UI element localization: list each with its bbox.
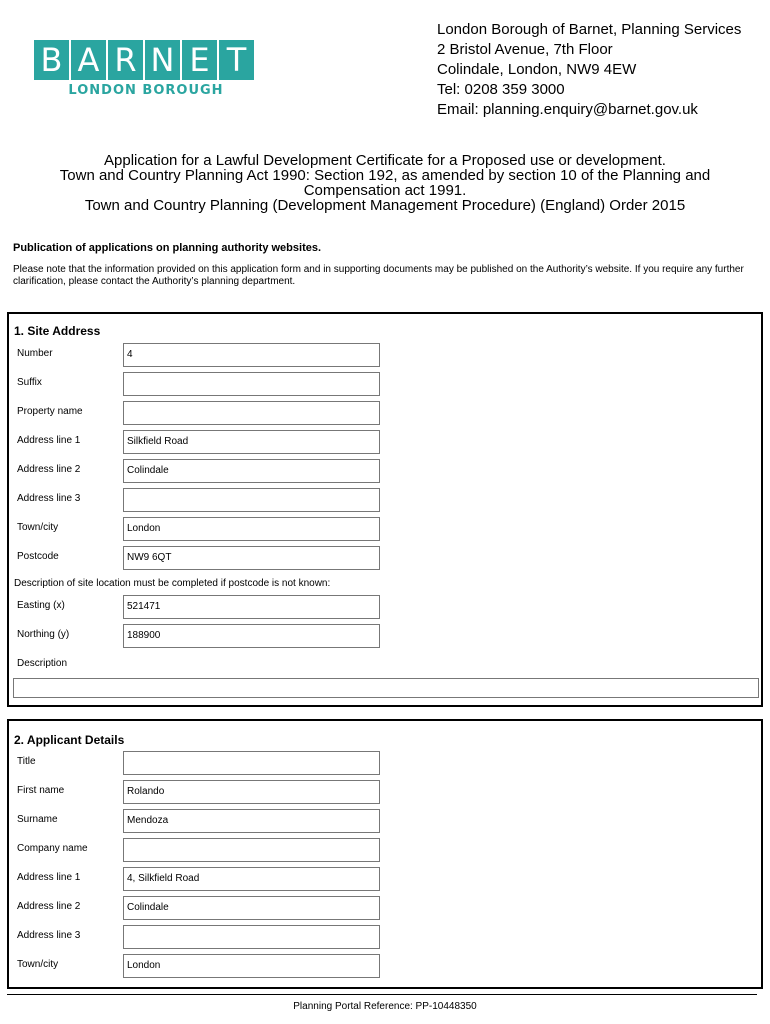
field-label: Address line 3 [17, 493, 81, 504]
applicant-address-line-1-field[interactable]: 4, Silkfield Road [123, 867, 380, 891]
address-line-3-field[interactable] [123, 488, 380, 512]
postcode-field[interactable]: NW9 6QT [123, 546, 380, 570]
logo-letter: A [71, 40, 106, 80]
address-line-2-field[interactable]: Colindale [123, 459, 380, 483]
logo-letter: T [219, 40, 254, 80]
publication-note: Please note that the information provided on this application form and in supporting documents may be published on the Authority’s website. If you require any further clarification, please contact the Authority’s planning department. [13, 264, 744, 287]
field-label: Easting (x) [17, 600, 65, 611]
field-label: Northing (y) [17, 629, 70, 640]
suffix-field[interactable] [123, 372, 380, 396]
field-label: Address line 3 [17, 930, 81, 941]
field-label: Title [17, 756, 36, 767]
logo-subtitle: LONDON BOROUGH [68, 83, 224, 98]
surname-field[interactable]: Mendoza [123, 809, 380, 833]
council-address [437, 20, 741, 120]
logo-letter: N [145, 40, 180, 80]
address-line: 2 Bristol Avenue, 7th Floor [437, 41, 613, 58]
logo-letter: E [182, 40, 217, 80]
field-label: Address line 1 [17, 435, 81, 446]
first-name-field[interactable]: Rolando [123, 780, 380, 804]
field-label: Town/city [17, 959, 59, 970]
publication-heading: Publication of applications on planning authority websites. [13, 242, 322, 254]
location-hint: Description of site location must be completed if postcode is not known: [14, 578, 331, 589]
applicant-address-line-2-field[interactable]: Colindale [123, 896, 380, 920]
address-email: Email: planning.enquiry@barnet.gov.uk [437, 101, 698, 118]
address-line-1-field[interactable]: Silkfield Road [123, 430, 380, 454]
footer-divider [7, 994, 757, 995]
field-label: Address line 1 [17, 872, 81, 883]
field-label: Description [17, 658, 68, 669]
field-label: Address line 2 [17, 901, 81, 912]
address-phone: Tel: 0208 359 3000 [437, 81, 565, 98]
section-title: 2. Applicant Details [14, 733, 125, 747]
field-label: Surname [17, 814, 58, 825]
field-label: Company name [17, 843, 88, 854]
title-line: Application for a Lawful Development Certificate for a Proposed use or development. [104, 152, 666, 169]
title-line: Town and Country Planning (Development Management Procedure) (England) Order 2015 [84, 197, 686, 214]
property-name-field[interactable] [123, 401, 380, 425]
address-line: Colindale, London, NW9 4EW [437, 61, 637, 78]
portal-reference: Planning Portal Reference: PP-10448350 [293, 1001, 477, 1012]
applicant-address-line-3-field[interactable] [123, 925, 380, 949]
town-city-field[interactable]: London [123, 517, 380, 541]
applicant-details-section [7, 719, 763, 989]
field-label: Address line 2 [17, 464, 81, 475]
field-label: Suffix [17, 377, 42, 388]
barnet-logo [34, 40, 258, 98]
easting-field[interactable]: 521471 [123, 595, 380, 619]
description-field[interactable] [13, 678, 759, 698]
northing-field[interactable]: 188900 [123, 624, 380, 648]
applicant-town-city-field[interactable]: London [123, 954, 380, 978]
company-name-field[interactable] [123, 838, 380, 862]
document-title [0, 153, 770, 213]
field-label: Postcode [17, 551, 59, 562]
title-line: Compensation act 1991. [303, 182, 467, 199]
logo-letter: B [34, 40, 69, 80]
section-title: 1. Site Address [14, 324, 101, 338]
field-label: First name [17, 785, 65, 796]
logo-letter: R [108, 40, 143, 80]
title-line: Town and Country Planning Act 1990: Section 192, as amended by section 10 of the Planning and [59, 167, 711, 184]
field-label: Property name [17, 406, 83, 417]
address-line: London Borough of Barnet, Planning Services [437, 21, 742, 38]
field-label: Number [17, 348, 53, 359]
field-label: Town/city [17, 522, 59, 533]
number-field[interactable]: 4 [123, 343, 380, 367]
site-address-section [7, 312, 763, 707]
applicant-title-field[interactable] [123, 751, 380, 775]
